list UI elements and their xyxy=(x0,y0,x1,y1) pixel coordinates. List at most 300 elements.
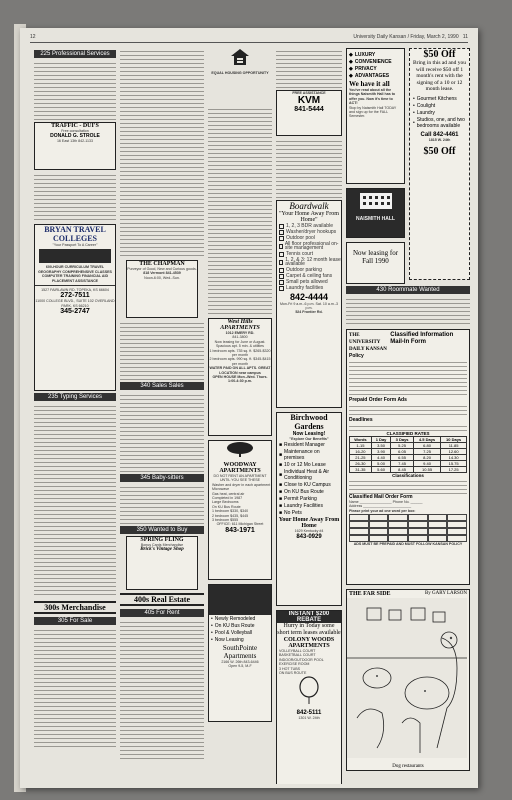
west-hills-address: 1012 EMERY RD. xyxy=(225,331,255,335)
rates-cell: 8.20 xyxy=(413,455,440,461)
boardwalk-feature-label: Tennis court xyxy=(286,251,313,258)
woodway-note: DO NOT RENT AN APARTMENT UNTIL YOU SEE THESE xyxy=(213,474,267,483)
bryan-phone-2: 345-2747 xyxy=(60,308,90,316)
divider xyxy=(35,285,115,286)
bullet-icon: • xyxy=(211,616,213,622)
boardwalk-feature-label: 1, 2, 3 BDR available xyxy=(286,223,333,230)
luxury-item-label: CONVENIENCE xyxy=(354,59,392,65)
checkbox-icon xyxy=(279,274,284,279)
word-box[interactable] xyxy=(447,514,467,521)
woodway-feature: 2 bedroom $435, $445 xyxy=(212,513,249,518)
classified-text-block xyxy=(120,484,204,524)
section-header-typing: 235 Typing Services xyxy=(34,393,116,401)
word-box[interactable] xyxy=(349,528,369,535)
classified-text-block xyxy=(34,60,116,120)
coupon-address: 1815 W. 24th xyxy=(428,137,451,142)
chapman-lines: Purveyor of Good, New and Curious goods. xyxy=(127,267,197,271)
rates-cell: 5.25 xyxy=(391,443,414,449)
kvm-ad xyxy=(276,90,342,136)
southpointe-feature xyxy=(211,630,271,636)
west-hills-ad xyxy=(208,318,272,436)
order-phone-label: Phone No. xyxy=(392,500,410,504)
boardwalk-ad xyxy=(276,200,342,408)
birchwood-phone: 843-0929 xyxy=(296,533,322,540)
traffic-ad xyxy=(34,122,116,170)
column-5 xyxy=(346,48,470,784)
southpointe-feature xyxy=(211,637,271,643)
classified-text-block xyxy=(120,320,204,380)
traffic-name: DONALD G. STROLE xyxy=(50,133,100,140)
boardwalk-phone: 842-4444 xyxy=(289,291,329,302)
luxury-item xyxy=(349,73,402,79)
order-address-field[interactable]: Address ________________________ xyxy=(349,504,412,509)
classified-text-block xyxy=(34,172,116,222)
naismith-body: You've read about all the things Naismith Hall has to offer you. Now it's time to ACT! xyxy=(349,88,396,106)
coupon-title-bottom: $50 Off xyxy=(423,145,456,157)
boardwalk-feature-label: Outdoor pool xyxy=(286,235,315,242)
traffic-title: TRAFFIC - DUI'S xyxy=(51,123,99,129)
word-box[interactable] xyxy=(388,514,408,521)
checkbox-icon xyxy=(279,244,283,249)
boardwalk-address: 524 Frontier Rd. xyxy=(295,310,323,315)
boardwalk-feature xyxy=(279,286,341,291)
order-address-label: Address xyxy=(349,504,363,509)
birchwood-feature-list xyxy=(277,442,341,516)
deadlines-text-block xyxy=(349,423,467,431)
newspaper-page xyxy=(20,28,478,788)
kvm-free-assistance: FREE ASSISTANCE xyxy=(292,91,326,95)
boardwalk-feature-label: All floor professional on-site management xyxy=(284,241,339,252)
coupon-title-top: $50 Off xyxy=(423,49,456,60)
far-side-cartoon xyxy=(347,598,467,758)
square-bullet-icon: ■ xyxy=(279,503,283,510)
classified-text-block xyxy=(276,138,342,198)
birchwood-feature-label: 10 or 12 Mo Lease xyxy=(284,462,326,469)
boardwalk-feature-label: Washer/dryer hookups xyxy=(286,229,337,236)
diamond-icon: ◆ xyxy=(349,59,353,65)
spring-name: Brick's Vintage Shop xyxy=(140,547,184,553)
luxury-item xyxy=(349,59,402,65)
naismith-logo-block xyxy=(346,188,405,238)
woodway-feature: On KU Bus Route xyxy=(212,504,241,509)
order-form-title: Classified Mail Order Form xyxy=(349,494,413,500)
square-bullet-icon: ■ xyxy=(279,442,283,449)
west-hills-open-house: OPEN HOUSE Mon.-Wed. Thurs. 1:00-4:30 p.m. xyxy=(212,375,268,384)
checkbox-icon xyxy=(279,252,284,257)
coupon-feature-label: Laundry xyxy=(416,109,435,116)
diamond-icon: ◆ xyxy=(349,73,353,79)
birchwood-feature-label: Resident Manager xyxy=(284,442,325,449)
colony-feature: INDOOR/OUTDOOR POOL xyxy=(279,657,324,662)
boardwalk-feature xyxy=(279,224,341,229)
boardwalk-feature xyxy=(279,230,341,235)
bullet-icon: • xyxy=(211,637,213,643)
classified-text-block xyxy=(120,392,204,472)
birchwood-sub: Now Leasing! xyxy=(292,431,326,437)
luxury-item-label: LUXURY xyxy=(354,52,376,58)
word-box[interactable] xyxy=(349,521,369,528)
birchwood-ad xyxy=(276,412,342,606)
rates-cell: 7.25 xyxy=(413,449,440,455)
woodway-feature: Completed in 1987 xyxy=(212,496,243,501)
deadlines-heading: Deadlines xyxy=(349,417,373,423)
rates-cell: 9.40 xyxy=(413,461,440,467)
word-box[interactable] xyxy=(408,535,428,542)
classified-text-block xyxy=(120,619,204,759)
rates-cell: 21-25 xyxy=(350,455,372,461)
section-header-professional: 225 Professional Services xyxy=(34,50,116,58)
diamond-icon: ◆ xyxy=(349,52,353,58)
rates-cell: 4.40 xyxy=(371,455,390,461)
bryan-title: BRYAN TRAVEL COLLEGES xyxy=(44,225,106,243)
birchwood-feature-label: On KU Bus Route xyxy=(284,489,324,496)
boardwalk-feature xyxy=(279,280,341,285)
far-side-header xyxy=(347,590,469,598)
spring-fling-ad xyxy=(126,536,198,590)
birchwood-feature-label: Laundry Facilities xyxy=(284,503,323,510)
section-header-sales: 340 Sales Sales xyxy=(120,382,204,390)
header-masthead xyxy=(353,34,468,40)
rates-title: CLASSIFIED RATES xyxy=(386,431,430,436)
section-header-babysitters: 345 Baby-sitters xyxy=(120,474,204,482)
classified-text-block xyxy=(276,48,342,88)
coupon-feature xyxy=(413,110,469,116)
boardwalk-feature-label: 1, 2, & 3: 12 month lease available xyxy=(285,256,341,268)
section-header-wanted: 350 Wanted to Buy xyxy=(120,526,204,534)
page-header xyxy=(30,32,468,43)
birchwood-feature xyxy=(279,489,341,495)
column-2 xyxy=(120,48,204,784)
order-footer: ADS MUST BE PREPAID AND MUST FOLLOW KANSAN POLICY xyxy=(353,542,463,547)
kansan-header xyxy=(349,332,467,353)
coupon-body: Bring in this ad and you will receive $50 off 1 month's rent with the signing of a 10 or 12 month lease. xyxy=(412,60,466,92)
word-box-grid xyxy=(349,514,467,542)
west-hills-phone: 841-3800 xyxy=(232,335,248,340)
woodway-feature: Gas heat, central air xyxy=(212,491,245,496)
bullet-icon: • xyxy=(413,95,415,102)
rates-cell: 12.60 xyxy=(441,449,467,455)
kvm-phone: 841-5444 xyxy=(294,106,324,114)
bullet-icon: • xyxy=(413,119,415,126)
boardwalk-feature xyxy=(279,274,341,279)
west-hills-title: West Hills APARTMENTS xyxy=(220,319,260,331)
classified-text-block xyxy=(34,403,116,598)
southpointe-feature-label: Newly Remodeled xyxy=(214,616,256,622)
bryan-photo xyxy=(39,249,111,263)
rates-row xyxy=(350,467,467,473)
classifications-list xyxy=(349,478,467,494)
west-hills-rate-1: 1 bedroom apts. 735 sq. ft. $265-$320 per month xyxy=(209,348,271,358)
have-it-all: We have it all xyxy=(349,80,390,88)
birchwood-feature xyxy=(279,462,341,468)
order-name-field[interactable]: Name ________________ Phone No. ______ xyxy=(349,500,423,504)
birchwood-feature xyxy=(279,503,341,509)
rates-cell: 8.45 xyxy=(391,467,414,473)
rates-cell: 3.50 xyxy=(371,443,390,449)
policy-heading: Policy xyxy=(349,353,364,359)
rates-header-cell: 4.5 Days xyxy=(413,437,440,443)
woodway-feature: 1 bedroom $330, $340 xyxy=(212,509,249,514)
word-box[interactable] xyxy=(447,528,467,535)
woodway-feature: Microwave xyxy=(212,487,230,492)
section-header-for-rent: 405 For Rent xyxy=(120,609,204,617)
southpointe-feature-label: Pool & Volleyball xyxy=(214,630,253,636)
southpointe-feature xyxy=(211,623,271,629)
luxury-item-label: PRIVACY xyxy=(354,66,377,72)
rates-table-body xyxy=(350,443,467,473)
woodway-office: OFFICE: 611 Michigan Street xyxy=(216,522,264,527)
birchwood-address: 1629 Kentucky #4 xyxy=(294,529,324,534)
rates-header-cell: 10 Days xyxy=(441,437,467,443)
bryan-travel-ad xyxy=(34,224,116,391)
building-icon xyxy=(356,189,396,211)
kansan-classified-form xyxy=(346,329,470,585)
rates-cell: 6.55 xyxy=(391,455,414,461)
prepaid-text-block xyxy=(349,403,467,417)
word-box[interactable] xyxy=(388,528,408,535)
far-side-title: THE FAR SIDE xyxy=(349,591,391,597)
woodway-feature: 3 bedroom $555 xyxy=(212,518,239,523)
birchwood-feature xyxy=(279,442,341,448)
word-box[interactable] xyxy=(369,521,389,528)
word-box[interactable] xyxy=(349,535,369,542)
kvm-logo: KVM xyxy=(297,95,321,107)
boardwalk-feature-label: Laundry facilities xyxy=(286,284,324,291)
naismith-column xyxy=(346,48,405,284)
chapman-address: 818 Vermont 841-4539 xyxy=(143,271,181,276)
top-ads-row xyxy=(346,48,470,284)
policy-text-block xyxy=(349,359,467,397)
bryan-address-1: 1527 FAIRLAWN RD. TOPEKA, KS 66604 xyxy=(41,288,109,293)
word-box[interactable] xyxy=(428,521,448,528)
birchwood-feature xyxy=(279,482,341,488)
west-hills-body: Now leasing for June or August. Spacious apt. 5 min. & utilities xyxy=(214,339,266,349)
colony-feature: ON BUS ROUTE xyxy=(279,671,307,676)
word-box[interactable] xyxy=(428,514,448,521)
rates-cell: 6.80 xyxy=(413,443,440,449)
birchwood-feature xyxy=(279,510,341,516)
kansan-heading: Classified Information Mail-In Form xyxy=(390,332,454,345)
bullet-icon: • xyxy=(211,630,213,636)
rates-cell: 26-30 xyxy=(350,461,372,467)
section-header-merchandise: 300s Merchandise xyxy=(34,601,116,614)
naismith-cta: Stop by Naismith Hall TODAY and sign up for the FALL Semester. xyxy=(349,105,397,119)
birchwood-feature-label: Close to KU Campus xyxy=(284,482,331,489)
coupon-feature-label: Coulight xyxy=(416,102,436,109)
coupon-feature xyxy=(413,117,469,129)
square-bullet-icon: ■ xyxy=(279,452,283,459)
rates-cell: 1-15 xyxy=(350,443,372,449)
word-box[interactable] xyxy=(369,514,389,521)
fifty-off-coupon xyxy=(409,48,470,280)
column-3 xyxy=(208,48,272,784)
boardwalk-feature-list xyxy=(277,224,341,291)
bullet-icon: • xyxy=(413,109,415,116)
classified-text-block xyxy=(346,296,470,326)
coupon-feature-label: Gourmet Kitchens xyxy=(416,95,457,102)
square-bullet-icon: ■ xyxy=(279,472,283,479)
coupon-call: Call 842-4461 xyxy=(420,131,459,138)
chapman-hours: Noon-6:00, Wed.-Sun. xyxy=(144,275,180,280)
boardwalk-title: Boardwalk xyxy=(289,201,329,211)
bryan-tagline: "Your Passport To A Career" xyxy=(52,243,98,247)
birchwood-feature xyxy=(279,469,341,481)
square-bullet-icon: ■ xyxy=(279,482,283,489)
equal-housing-block xyxy=(208,48,272,106)
cartoon-caption: Dog restaurants xyxy=(392,764,424,769)
now-leasing-box xyxy=(346,242,405,284)
woodway-title: WOODWAY APARTMENTS xyxy=(219,462,261,474)
naismith-ad xyxy=(346,48,405,184)
southpointe-title: SouthPointe Apartments xyxy=(222,644,258,660)
boardwalk-feature-label: Small pets allowed xyxy=(286,278,328,285)
rates-cell: 16-20 xyxy=(350,449,372,455)
birchwood-closing: Your Home Away From Home xyxy=(278,517,340,530)
traffic-sub: Free consultation xyxy=(61,129,89,133)
southpointe-feature-list xyxy=(209,616,271,643)
word-box[interactable] xyxy=(349,514,369,521)
square-bullet-icon: ■ xyxy=(279,462,283,469)
boardwalk-feature xyxy=(279,258,341,267)
header-date: University Daily Kansan / Friday, March 2, 1990 xyxy=(353,34,459,40)
southpointe-feature xyxy=(211,616,271,622)
checkbox-icon xyxy=(279,224,284,229)
chapman-ad xyxy=(126,260,198,318)
birchwood-explore: "Explore Our Benefits" xyxy=(289,437,329,441)
spring-sub: Bonus Cards Merchandise xyxy=(140,543,184,547)
checkbox-icon xyxy=(279,286,284,291)
square-bullet-icon: ■ xyxy=(279,496,283,503)
bullet-icon: • xyxy=(211,623,213,629)
word-box[interactable] xyxy=(447,521,467,528)
prepaid-heading: Prepaid Order Form Ads xyxy=(349,397,407,403)
bryan-address-2: 11000 COLLEGE BLVD., SUITE 102 OVERLAND PARK, KS 66210 xyxy=(35,299,115,308)
bryan-program: 600-HOUR CURRICULUM TRAVEL GEOGRAPHY COMPREHENSIVE CLASSES COMPUTER TRAINING FINANCIAL AID PLACEMENT ASSISTANCE xyxy=(38,265,112,283)
rates-cell: 11.85 xyxy=(441,443,467,449)
colony-feature: 3 HOT TUBS xyxy=(279,666,301,671)
colony-feature: EXERCISE ROOM xyxy=(279,662,310,667)
word-box[interactable] xyxy=(428,535,448,542)
birchwood-feature xyxy=(279,449,341,461)
rates-cell: 17.25 xyxy=(441,467,467,473)
colony-phone: 842-5111 xyxy=(296,710,322,717)
bryan-phone-1: 272-7511 xyxy=(60,292,90,300)
word-box[interactable] xyxy=(388,521,408,528)
west-hills-note: WATER PAID ON ALL APTS. GREAT LOCATION near campus xyxy=(209,366,271,375)
birchwood-feature-label: Individual Heat & Air Conditioning xyxy=(284,469,330,482)
balloon-icon xyxy=(294,675,324,705)
colony-title: COLONY WOODS APARTMENTS xyxy=(283,637,335,649)
southpointe-address: 2166 W. 26th 843-6446 xyxy=(221,660,259,664)
boardwalk-feature xyxy=(279,242,341,251)
square-bullet-icon: ■ xyxy=(279,510,283,517)
classified-text-block xyxy=(120,48,204,258)
boardwalk-feature-label: Outdoor parking xyxy=(286,266,322,273)
southpointe-feature-label: Now Leasing xyxy=(214,637,244,643)
rates-cell: 6.05 xyxy=(391,449,414,455)
bullet-icon: • xyxy=(413,102,415,109)
luxury-item-label: ADVANTAGES xyxy=(354,73,390,79)
tree-icon xyxy=(225,441,255,457)
far-side-comic xyxy=(346,589,470,771)
column-4 xyxy=(276,48,342,784)
coupon-feature xyxy=(413,96,469,102)
southpointe-hours: Open 9-5, M-F xyxy=(228,664,252,669)
rates-header-cell: Words xyxy=(350,437,372,443)
equal-housing-icon xyxy=(230,48,250,66)
section-header-real-estate: 400s Real Estate xyxy=(120,593,204,606)
checkbox-icon xyxy=(279,268,284,273)
now-leasing: Now leasing for Fall 1990 xyxy=(352,249,399,265)
word-box[interactable] xyxy=(408,514,428,521)
birchwood-feature-label: Maintenance on premises xyxy=(284,449,320,462)
checkbox-icon xyxy=(279,260,283,265)
word-box[interactable] xyxy=(428,528,448,535)
rates-cell: 7.45 xyxy=(391,461,414,467)
section-header-roommate: 430 Roommate Wanted xyxy=(346,286,470,294)
column-1 xyxy=(34,48,116,784)
coupon-feature xyxy=(413,103,469,109)
birchwood-feature xyxy=(279,496,341,502)
birchwood-feature-label: No Pets xyxy=(284,510,302,517)
colony-hurry: Hurry in Today some short term leases available xyxy=(277,623,341,636)
chapman-title: THE CHAPMAN xyxy=(139,261,185,267)
equal-housing-title: EQUAL HOUSING OPPORTUNITY xyxy=(211,71,269,75)
word-box[interactable] xyxy=(447,535,467,542)
traffic-address: 16 East 13th 842-1133 xyxy=(56,139,94,144)
colony-address: 1301 W. 24th xyxy=(298,716,320,721)
woodway-phone: 843-1971 xyxy=(225,526,255,534)
luxury-item xyxy=(349,52,402,58)
checkbox-icon xyxy=(279,230,284,235)
southpointe-ad xyxy=(208,584,272,722)
word-box[interactable] xyxy=(408,521,428,528)
woodway-feature: Washer and dryer in each apartment xyxy=(212,482,271,487)
colony-feature: BASKETBALL COURT xyxy=(279,653,316,658)
rates-cell: 10.55 xyxy=(413,467,440,473)
rates-cell: 14.30 xyxy=(441,455,467,461)
coupon-feature-list xyxy=(410,96,469,129)
boardwalk-feature xyxy=(279,268,341,273)
word-box[interactable] xyxy=(408,528,428,535)
coupon-feature-label: Studios, one, and two bedrooms available xyxy=(416,116,465,129)
rates-header-cell: 1 Day xyxy=(371,437,390,443)
rates-table xyxy=(349,436,467,473)
west-hills-rate-2: 2 bedroom apts. 990 sq. ft. $345-$415 per month xyxy=(209,357,271,366)
order-name-label: Name xyxy=(349,500,359,504)
checkbox-icon xyxy=(279,236,284,241)
boardwalk-tagline: "Your Home Away From Home" xyxy=(279,211,339,223)
word-box[interactable] xyxy=(388,535,408,542)
rates-cell: 15.75 xyxy=(441,461,467,467)
word-box[interactable] xyxy=(369,528,389,535)
colony-feature-list xyxy=(277,649,341,675)
birchwood-feature-label: Permit Parking xyxy=(284,496,317,503)
far-side-author: By GARY LARSON xyxy=(424,591,467,596)
word-box[interactable] xyxy=(369,535,389,542)
birchwood-title: Birchwood Gardens xyxy=(290,413,328,431)
kansan-title: THE UNIVERSITY DAILY KANSAN xyxy=(349,333,387,352)
rates-cell: 5.00 xyxy=(371,461,390,467)
luxury-item xyxy=(349,66,402,72)
square-bullet-icon: ■ xyxy=(279,489,283,496)
naismith-logo: NAISMITH HALL xyxy=(356,216,395,222)
spring-title: SPRING FLING xyxy=(140,537,184,543)
southpointe-feature-label: On KU Bus Route xyxy=(214,623,255,629)
order-prompt: Please print your ad one word per box: xyxy=(349,508,416,513)
woodway-feature-list xyxy=(209,483,271,523)
header-page-number: 11 xyxy=(462,34,468,40)
